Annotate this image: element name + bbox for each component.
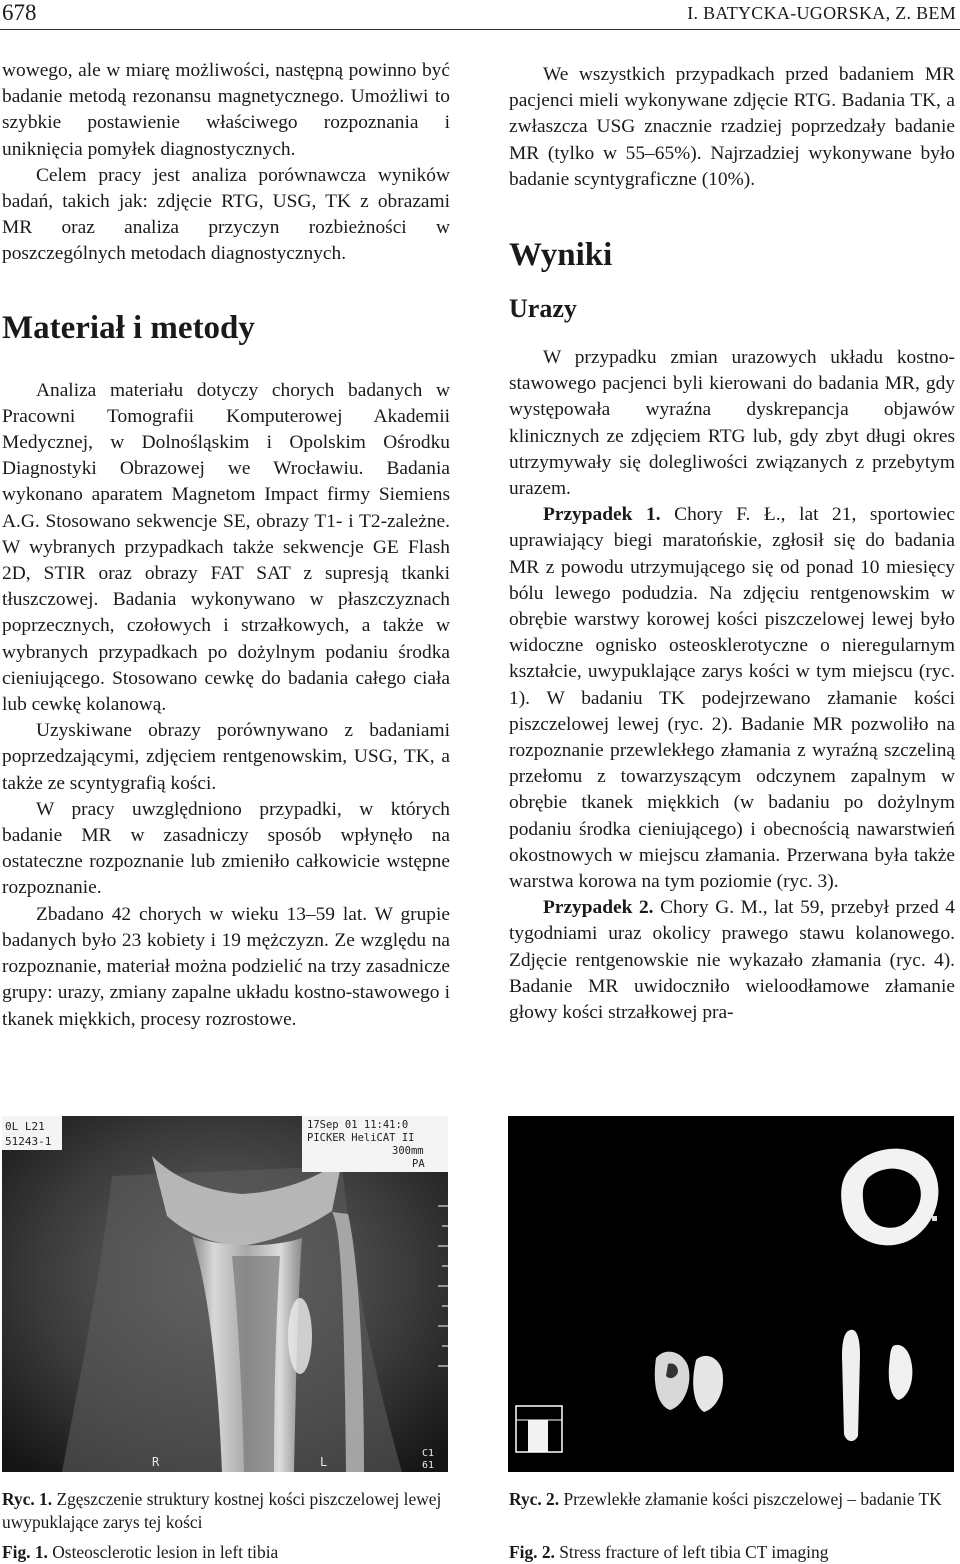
figure-2-caption-text: Przewlekłe złamanie kości piszczelowej – badanie TK	[559, 1489, 942, 1509]
case-1-paragraph	[509, 502, 955, 895]
aim-paragraph: Celem pracy jest analiza porównawcza wyników badań, takich jak: zdjęcie RTG, USG, TK z obrazami MR oraz analiza przyczyn rozbieżności w poszczególnych metodach diagnostycznych.	[2, 164, 450, 265]
figure-1-en-text: Osteosclerotic lesion in left tibia	[47, 1542, 279, 1562]
xray-label-top-left-1: 0L L21	[5, 1120, 45, 1133]
xray-label-top-left-2: 51243-1	[5, 1135, 52, 1148]
figure-1-label: Ryc. 1.	[2, 1489, 53, 1509]
xray-label-r: R	[152, 1455, 160, 1469]
right-column	[509, 62, 955, 1026]
figure-1-caption-en	[2, 1541, 450, 1564]
header-rule	[0, 29, 960, 30]
case-1-text: Chory F. Ł., lat 21, sportowiec uprawiający biegi maratońskie, zgłosił się do badania MR z powodu utrzymującego się od ponad 10 miesięcy bólu lewego podudzia. Na zdjęciu rentgenowskim w obrębie warstwy korowej kości piszczelowej lewej było widoczne ognisko osteosklerotyczne o nieregularnym kształcie, uwypuklające zarys kości w tym miejscu (ryc. 1). W badaniu TK podejrzewano złamanie kości piszczelowej lewej (ryc. 2). Badanie MR pozwoliło na rozpoznanie przewlekłego złamania z wyraźną szczeliną przełomu z towarzyszącym odczynem zapalnym w obrębie tkanek miękkich (w badaniu po dożylnym podaniu środka cieniującego) i obecnością nawarstwień okostnowych w miejscu złamania. Przerwana była także warstwa korowa na tym poziomie (ryc. 3).	[509, 504, 955, 893]
xray-label-top-right-3: 300mm	[392, 1145, 424, 1157]
figure-2-en-label: Fig. 2.	[509, 1542, 555, 1562]
xray-label-l: L	[320, 1455, 328, 1469]
figure-2-caption-en	[509, 1541, 955, 1564]
figure-2-caption-pl	[509, 1488, 955, 1511]
ct-image	[508, 1116, 954, 1472]
page-header	[0, 0, 960, 26]
xray-label-top-right-1: 17Sep 01 11:41:0	[307, 1119, 409, 1131]
xray-label-bottom-2: 61	[422, 1460, 435, 1471]
xray-label-top-right-2: PICKER HeliCAT II	[307, 1132, 415, 1144]
figure-1-caption-pl	[2, 1488, 450, 1533]
trauma-heading: Urazy	[509, 294, 577, 324]
trauma-paragraph: W przypadku zmian urazowych układu kostno-stawowego pacjenci byli kierowani do badania MR, gdy występowała wyraźna dyskrepancja objawów klinicznych ze zdjęciem RTG lub, gdy zbyt długi okres utrzymywały się dolegliwości związanych z przebytym urazem.	[509, 347, 955, 500]
results-heading: Wyniki	[509, 237, 613, 274]
case-1-label: Przypadek 1.	[543, 504, 661, 526]
methods-paragraph-2: Uzyskiwane obrazy porównywano z badaniami poprzedzającymi, zdjęciem rentgenowskim, USG, TK, a także ze scyntygrafią kości.	[2, 720, 450, 794]
figure-2-ct	[508, 1116, 954, 1472]
running-head: I. BATYCKA-UGORSKA, Z. BEM	[687, 3, 956, 23]
left-column	[2, 58, 450, 1033]
methods-paragraph-3: W pracy uwzględniono przypadki, w których badanie MR w zasadniczy sposób wpłynęło na ostateczne rozpoznanie lub zmieniło całkowicie wstępne rozpoznanie.	[2, 798, 450, 899]
figure-1-caption-text: Zgęszczenie struktury kostnej kości piszczelowej lewej uwypuklające zarys tej kości	[2, 1489, 442, 1532]
methods-paragraph-1: Analiza materiału dotyczy chorych badanych w Pracowni Tomografii Komputerowej Akademii Medycznej, w Dolnośląskim i Opolskim Ośrodku Diagnostyki Obrazowej we Wrocławiu. Badania wykonano aparatem Magnetom Impact firmy Siemiens A.G. Stosowano sekwencje SE, obrazy T1- i T2-zależne. W wybranych przypadkach także sekwencje GE Flash 2D, STIR oraz obrazy FAT SAT z supresją tkanki tłuszczowej. Badania wykonywano w płaszczyznach poprzecznych, czołowych i strzałkowych, a także w wybranych przypadkach po dożylnym podaniu środka cieniującego. Stosowano cewkę do badania całego ciała lub cewkę kolanową.	[2, 379, 450, 716]
xray-label-bottom-1: C1	[422, 1448, 435, 1459]
xray-image	[2, 1116, 448, 1472]
page-number: 678	[2, 0, 37, 25]
xray-label-top-right-4: PA	[412, 1158, 425, 1170]
intro-paragraph-continued: wowego, ale w miarę możliwości, następną powinno być badanie metodą rezonansu magnetycznego. Umożliwi to szybkie postawienie właściwego rozpoznania i uniknięcia pomyłek diagnostycznych.	[2, 60, 450, 160]
figure-2-label: Ryc. 2.	[509, 1489, 560, 1509]
results-intro-paragraph: We wszystkich przypadkach przed badaniem MR pacjenci mieli wykonywane zdjęcie RTG. Badania TK, a zwłaszcza USG znacznie rzadziej poprzedzały badanie MR (tylko w 55–65%). Najrzadziej wykonywane było badanie scyntygraficzne (10%).	[509, 64, 955, 190]
methods-heading: Materiał i metody	[2, 309, 255, 346]
methods-paragraph-4: Zbadano 42 chorych w wieku 13–59 lat. W grupie badanych było 23 kobiety i 19 mężczyzn. Ze względu na rozpoznanie, materiał można podzielić na trzy zasadnicze grupy: urazy, zmiany zapalne układu kostno-stawowego i tkanek miękkich, procesy rozrostowe.	[2, 903, 450, 1030]
case-2-label: Przypadek 2.	[543, 897, 654, 919]
figure-1-en-label: Fig. 1.	[2, 1542, 48, 1562]
case-2-text: Chory G. M., lat 59, przebył przed 4 tygodniami uraz okolicy prawego stawu kolanowego. Zdjęcie rentgenowskie nie wykazało złamania (ryc. 4). Badanie MR uwidoczniło wieloodłamowe złamanie głowy kości strzałkowej pra-	[509, 897, 955, 1024]
figure-1-xray	[2, 1116, 448, 1472]
figure-2-en-text: Stress fracture of left tibia CT imaging	[554, 1542, 829, 1562]
case-2-paragraph	[509, 895, 955, 1026]
